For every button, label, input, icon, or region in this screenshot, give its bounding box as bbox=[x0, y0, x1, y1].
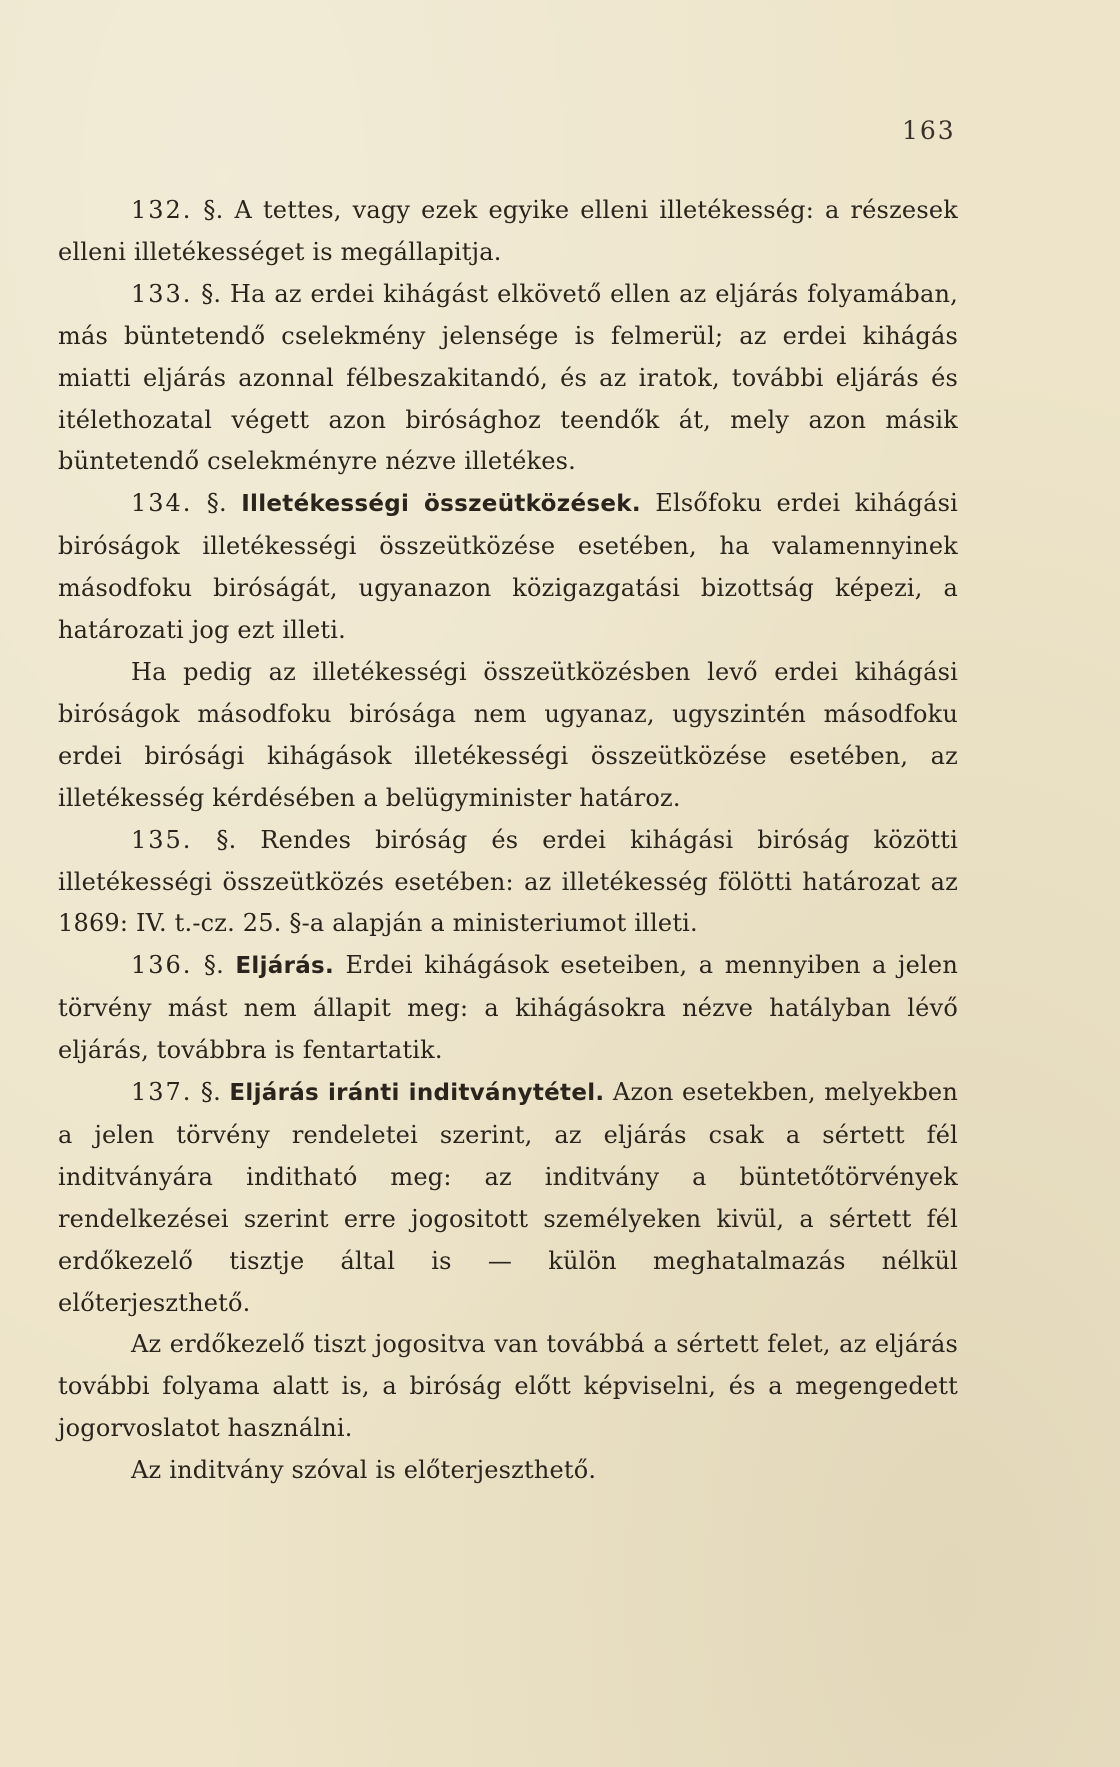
paragraph-text: Az inditvány szóval is előterjeszthető. bbox=[131, 1456, 597, 1485]
paragraph-text: Ha az erdei kihágást elkövető ellen az eljárás folyamában, más büntetendő cselekmény jelensége is felmerül; az erdei kihágás miatti eljárás azonnal félbeszakitandó, és az iratok, további eljárás és itélethozatal végett azon birósághoz teendők át, mely azon másik büntetendő cselekményre nézve illetékes. bbox=[58, 279, 958, 476]
paragraph-text: Az erdőkezelő tiszt jogositva van továbbá a sértett felet, az eljárás további folyama alatt is, a biróság előtt képviselni, és a megengedett jogorvoslatot használni. bbox=[58, 1330, 958, 1443]
paragraph-text: A tettes, vagy ezek egyike elleni illetékesség: a részesek elleni illetékességet is megállapitja. bbox=[58, 196, 958, 266]
section-number: 137. bbox=[131, 1078, 193, 1107]
paragraph-134 bbox=[58, 483, 958, 652]
body-text bbox=[58, 190, 958, 1492]
section-number: 133. bbox=[131, 279, 193, 308]
section-heading: Eljárás. bbox=[235, 953, 335, 980]
section-sign: §. bbox=[203, 196, 224, 224]
paragraph-text: Erdei kihágások eseteiben, a mennyiben a jelen törvény mást nem állapit meg: a kihágásokra nézve hatályban lévő eljárás, továbbra is fentartatik. bbox=[58, 951, 958, 1065]
page-number: 163 bbox=[902, 116, 956, 145]
paragraph-137 bbox=[58, 1072, 958, 1324]
paragraph-134-continued bbox=[58, 652, 958, 820]
paragraph-136 bbox=[58, 945, 958, 1072]
section-heading: Eljárás iránti inditványtétel. bbox=[229, 1080, 605, 1107]
section-sign: §. bbox=[203, 951, 224, 980]
section-sign: §. bbox=[200, 1078, 221, 1107]
paragraph-text: Rendes biróság és erdei kihágási biróság közötti illetékességi összeütközés esetében: az illetékesség fölötti határozat az 1869: IV. t.-cz. 25. §-a alapján a ministeriumot illeti. bbox=[58, 825, 958, 938]
section-number: 134. bbox=[131, 489, 193, 518]
paragraph-text: Azon esetekben, melyekben a jelen törvény rendeletei szerint, az eljárás csak a sértett fél inditványára inditható meg: az inditvány a büntetőtörvények rendelkezései szerint erre jogositott személyeken kivül, a sértett fél erdőkezelő tisztje által is — külön meghatalmazás nélkül előterjeszthető. bbox=[58, 1078, 958, 1317]
paragraph-text: Elsőfoku erdei kihágási biróságok illetékességi összeütközése esetében, ha valamennyinek másodfoku biróságát, ugyanazon közigazgatási bizottság képezi, a határozati jog ezt illeti. bbox=[58, 489, 958, 645]
paragraph-text: Ha pedig az illetékességi összeütközésben levő erdei kihágási biróságok másodfoku birósága nem ugyanaz, ugyszintén másodfoku erdei birósági kihágások illetékességi összeütközése esetében, az illetékesség kérdésében a belügyminister határoz. bbox=[58, 657, 958, 812]
section-sign: §. bbox=[201, 279, 222, 308]
paragraph-135 bbox=[58, 820, 958, 946]
section-sign: §. bbox=[206, 489, 227, 518]
paragraph-133 bbox=[58, 274, 958, 484]
section-sign: §. bbox=[216, 825, 237, 854]
section-number: 136. bbox=[131, 951, 193, 980]
section-number: 135. bbox=[131, 825, 193, 854]
paragraph-137-final bbox=[58, 1450, 958, 1492]
paragraph-137-continued bbox=[58, 1324, 958, 1450]
paragraph-132 bbox=[58, 190, 958, 274]
section-number: 132. bbox=[131, 196, 193, 224]
section-heading: Illetékességi összeütközések. bbox=[241, 491, 641, 518]
